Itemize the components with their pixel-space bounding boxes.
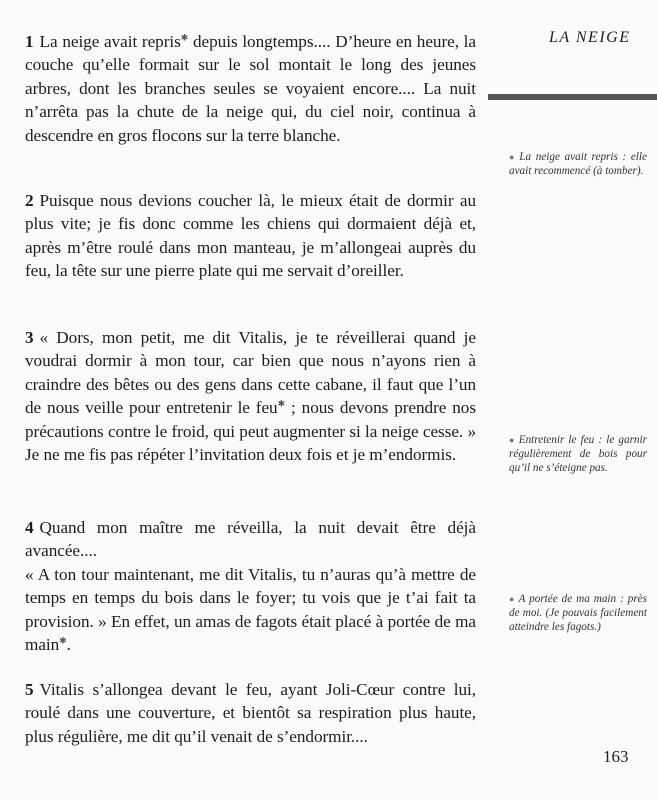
paragraph-3 <box>25 326 476 466</box>
note-bullet-icon: ● <box>509 152 517 162</box>
note-bullet-icon: ● <box>509 435 516 445</box>
section-title: LA NEIGE <box>549 29 631 46</box>
margin-note-3 <box>509 593 647 634</box>
header-rule <box>488 94 657 100</box>
note-text: A portée de ma main : près de moi. (Je pouvais facilement atteindre les fagots.) <box>509 593 648 633</box>
paragraph-number: 5 <box>25 680 34 699</box>
paragraph-5 <box>25 678 476 748</box>
note-marker: ✱ <box>59 635 67 646</box>
margin-note-1 <box>509 151 647 179</box>
paragraph-2 <box>25 189 476 283</box>
paragraph-text: Quand mon maître me réveilla, la nuit devait être déjà avancée.... <box>25 518 476 561</box>
margin-note-2 <box>509 434 647 475</box>
note-text: La neige avait repris : elle avait recommencé (à tomber). <box>509 151 647 177</box>
paragraph-1 <box>25 30 476 147</box>
paragraph-number: 4 <box>25 518 34 537</box>
paragraph-text: Puisque nous devions coucher là, le mieux était de dormir au plus vite; je fis donc comme les chiens qui dormaient déjà et, après m’être roulé dans mon manteau, je m’allongeai auprès du feu, la tête sur une pierre plate qui me servait d’oreiller. <box>25 191 476 281</box>
paragraph-text-cont: . <box>66 635 71 655</box>
paragraph-text: La neige avait repris <box>39 32 181 51</box>
paragraph-text: « Dors, mon petit, me dit Vitalis, je te réveillerai quand je voudrai dormir à mon tour, car bien que nous n’ayons rien à craindre des bêtes ou des gens dans cette cabane, il faut que l’un de nous veille pour entretenir le feu <box>25 328 476 418</box>
paragraph-text-cont: depuis longtemps.... D’heure en heure, la couche qu’elle formait sur le sol montait le long des jeunes arbres, dont les branches seules se voyaient encore.... La nuit n’arrêta pas la chute de la neige qui, du ciel noir, continua à descendre en gros flocons sur la terre blanche. <box>25 32 476 145</box>
paragraph-4 <box>25 516 476 656</box>
paragraph-text-cont: ; nous devons prendre nos précautions contre le froid, qui peut augmenter si la neige cesse. » Je ne me fis pas répéter l’invitation deux fois et je m’endormis. <box>25 398 476 465</box>
paragraph-number: 1 <box>25 32 34 51</box>
note-bullet-icon: ● <box>509 594 516 604</box>
paragraph-number: 2 <box>25 191 34 210</box>
paragraph-text: Vitalis s’allongea devant le feu, ayant Joli-Cœur contre lui, roulé dans une couverture, et bientôt sa respiration plus haute, plus régulière, me dit qu’il venait de s’endormir.... <box>25 680 476 746</box>
note-marker: ✱ <box>277 398 286 409</box>
note-marker: ✱ <box>180 32 189 43</box>
paragraph-number: 3 <box>25 328 34 347</box>
paragraph-text-quote: « A ton tour maintenant, me dit Vitalis, tu n’auras qu’à mettre de temps en temps du bois dans le foyer; tu vois que je t’ai fait ta provision. » En effet, un amas de fagots était placé à portée de ma main <box>25 564 476 655</box>
note-text: Entretenir le feu : le garnir régulièrement de bois pour qu’il ne s’éteigne pas. <box>509 434 647 474</box>
page-number: 163 <box>603 747 629 766</box>
